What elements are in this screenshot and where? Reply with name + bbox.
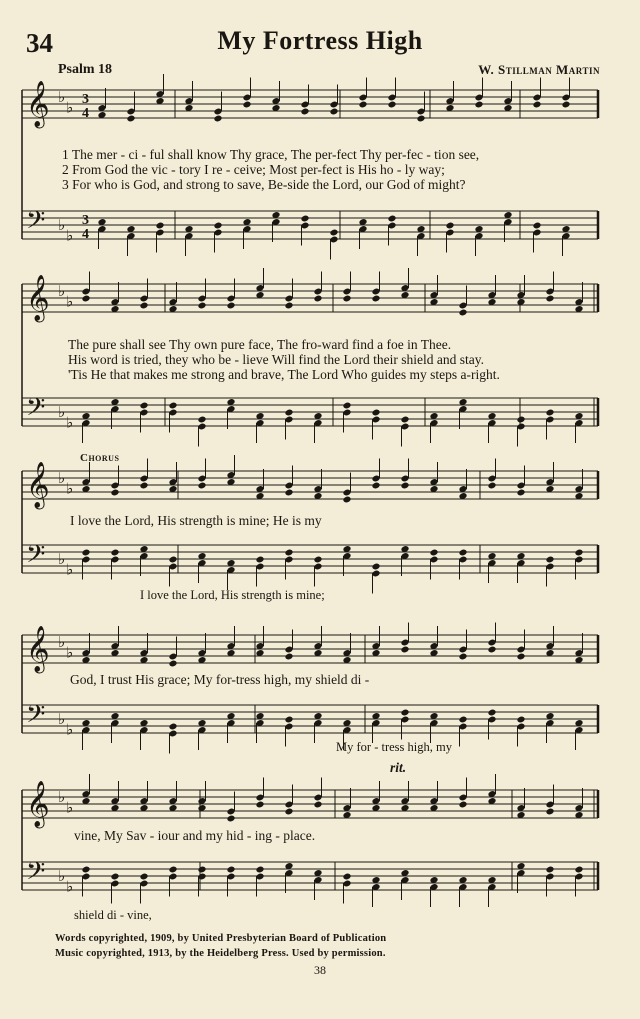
flat-sign: ♭: [66, 226, 74, 245]
note-head: [197, 482, 206, 490]
flat-sign: ♭: [58, 788, 66, 806]
note-head: [242, 101, 251, 109]
note-head: [255, 866, 264, 874]
note-head: [458, 801, 467, 809]
psalm-reference: Psalm 18: [58, 62, 113, 77]
note-head: [400, 646, 409, 654]
note-head: [458, 716, 467, 724]
note-head: [371, 482, 380, 490]
hymn-title: My Fortress High: [217, 26, 423, 55]
composer-credit: W. Stillman Martin: [478, 62, 600, 77]
note-head: [300, 215, 309, 223]
note-head: [342, 496, 351, 504]
ritardando-mark: rit.: [390, 760, 407, 775]
flat-sign: ♭: [58, 710, 66, 728]
note-head: [168, 402, 177, 410]
note-head: [545, 556, 554, 564]
note-head: [197, 302, 206, 310]
note-head: [110, 489, 119, 497]
note-head: [358, 101, 367, 109]
note-head: [545, 866, 554, 874]
note-head: [139, 302, 148, 310]
time-signature-bottom: 4: [82, 227, 89, 242]
flat-sign: ♭: [58, 550, 66, 568]
note-head: [226, 815, 235, 823]
treble-clef: 𝄞: [26, 81, 50, 127]
note-head: [445, 222, 454, 230]
note-head: [429, 549, 438, 557]
note-head: [545, 409, 554, 417]
note-head: [400, 482, 409, 490]
verse-2-line-2: His word is tried, they who be - lieve Will find the Lord their shield and stay.: [68, 352, 484, 367]
note-head: [139, 482, 148, 490]
note-head: [342, 873, 351, 881]
verse-1-line-2: The pure shall see Thy own pure face, The fro-ward find a foe in Thee.: [68, 337, 452, 352]
note-head: [400, 709, 409, 717]
flat-sign: ♭: [58, 403, 66, 421]
note-head: [313, 801, 322, 809]
flat-sign: ♭: [58, 633, 66, 651]
note-head: [516, 716, 525, 724]
chorus-line-1-bass: I love the Lord, His strength is mine;: [140, 588, 325, 602]
hymn-number: 34: [26, 28, 53, 58]
note-head: [371, 563, 380, 571]
note-head: [487, 709, 496, 717]
flat-sign: ♭: [66, 292, 74, 311]
note-head: [487, 646, 496, 654]
chorus-line-3-treble: vine, My Sav - iour and my hid - ing - place.: [74, 828, 316, 843]
note-head: [155, 222, 164, 230]
note-head: [213, 222, 222, 230]
chorus-line-1-treble: I love the Lord, His strength is mine; He is my: [70, 513, 322, 528]
chorus-line-2-treble: God, I trust His grace; My for-tress high, my shield di -: [70, 672, 370, 687]
note-head: [197, 866, 206, 874]
note-head: [545, 808, 554, 816]
treble-clef: 𝄞: [26, 462, 50, 508]
note-head: [255, 801, 264, 809]
note-head: [458, 653, 467, 661]
note-head: [284, 489, 293, 497]
flat-sign: ♭: [58, 867, 66, 885]
chorus-label: Chorus: [80, 452, 120, 464]
note-head: [487, 482, 496, 490]
note-head: [474, 101, 483, 109]
note-head: [284, 653, 293, 661]
flat-sign: ♭: [66, 479, 74, 498]
note-head: [516, 653, 525, 661]
note-head: [226, 302, 235, 310]
note-head: [110, 873, 119, 881]
bass-clef: 𝄢: [26, 393, 46, 428]
treble-clef: 𝄞: [26, 275, 50, 321]
note-head: [213, 115, 222, 123]
note-head: [110, 549, 119, 557]
flat-sign: ♭: [66, 720, 74, 739]
note-head: [574, 866, 583, 874]
note-head: [371, 409, 380, 417]
note-head: [458, 309, 467, 317]
note-head: [126, 115, 135, 123]
note-head: [387, 215, 396, 223]
note-head: [532, 101, 541, 109]
chorus-line-2-bass: My for - tress high, my: [336, 740, 452, 754]
flat-sign: ♭: [58, 88, 66, 106]
note-head: [168, 660, 177, 668]
note-head: [313, 295, 322, 303]
flat-sign: ♭: [66, 798, 74, 817]
page-number: 38: [314, 963, 326, 977]
flat-sign: ♭: [58, 282, 66, 300]
note-head: [329, 229, 338, 237]
time-signature-top: 3: [82, 213, 89, 228]
note-head: [81, 549, 90, 557]
verse-3-line-1: 3 For who is God, and strong to save, Be-side the Lord, our God of might?: [62, 177, 466, 192]
verse-1-line-1: 1 The mer - ci - ful shall know Thy grace, The per-fect Thy per-fec - tion see,: [62, 147, 480, 162]
flat-sign: ♭: [66, 413, 74, 432]
music-copyright: Music copyrighted, 1913, by the Heidelberg Press. Used by permission.: [55, 948, 386, 959]
note-head: [313, 556, 322, 564]
flat-sign: ♭: [66, 877, 74, 896]
note-head: [342, 402, 351, 410]
note-head: [400, 416, 409, 424]
note-head: [574, 549, 583, 557]
flat-sign: ♭: [66, 560, 74, 579]
note-head: [139, 873, 148, 881]
note-head: [371, 295, 380, 303]
note-head: [516, 489, 525, 497]
treble-clef: 𝄞: [26, 626, 50, 672]
flat-sign: ♭: [58, 216, 66, 234]
note-head: [168, 556, 177, 564]
words-copyright: Words copyrighted, 1909, by United Presbyterian Board of Publication: [55, 933, 387, 944]
chorus-line-3-bass: shield di - vine,: [74, 908, 152, 922]
note-head: [387, 101, 396, 109]
note-head: [284, 716, 293, 724]
bass-clef: 𝄢: [26, 540, 46, 575]
flat-sign: ♭: [66, 98, 74, 117]
verse-2-line-1: 2 From God the vic - tory I re - ceive; Most per-fect is His ho - ly way;: [62, 162, 445, 177]
note-head: [284, 409, 293, 417]
time-signature-bottom: 4: [82, 106, 89, 121]
flat-sign: ♭: [66, 643, 74, 662]
note-head: [168, 866, 177, 874]
note-head: [532, 222, 541, 230]
note-head: [458, 549, 467, 557]
note-head: [545, 295, 554, 303]
note-head: [81, 295, 90, 303]
note-head: [197, 416, 206, 424]
bass-clef: 𝄢: [26, 700, 46, 735]
note-head: [226, 866, 235, 874]
note-head: [342, 295, 351, 303]
treble-clef: 𝄞: [26, 781, 50, 827]
note-head: [300, 108, 309, 116]
verse-3-line-2: 'Tis He that makes me strong and brave, The Lord Who guides my steps a-right.: [68, 367, 500, 382]
note-head: [168, 723, 177, 731]
note-head: [284, 302, 293, 310]
note-head: [416, 115, 425, 123]
note-head: [139, 402, 148, 410]
note-head: [284, 808, 293, 816]
bass-clef: 𝄢: [26, 857, 46, 892]
time-signature-top: 3: [82, 92, 89, 107]
note-head: [329, 108, 338, 116]
note-head: [81, 866, 90, 874]
note-head: [255, 556, 264, 564]
note-head: [516, 416, 525, 424]
note-head: [561, 101, 570, 109]
note-head: [284, 549, 293, 557]
flat-sign: ♭: [58, 469, 66, 487]
bass-clef: 𝄢: [26, 206, 46, 241]
